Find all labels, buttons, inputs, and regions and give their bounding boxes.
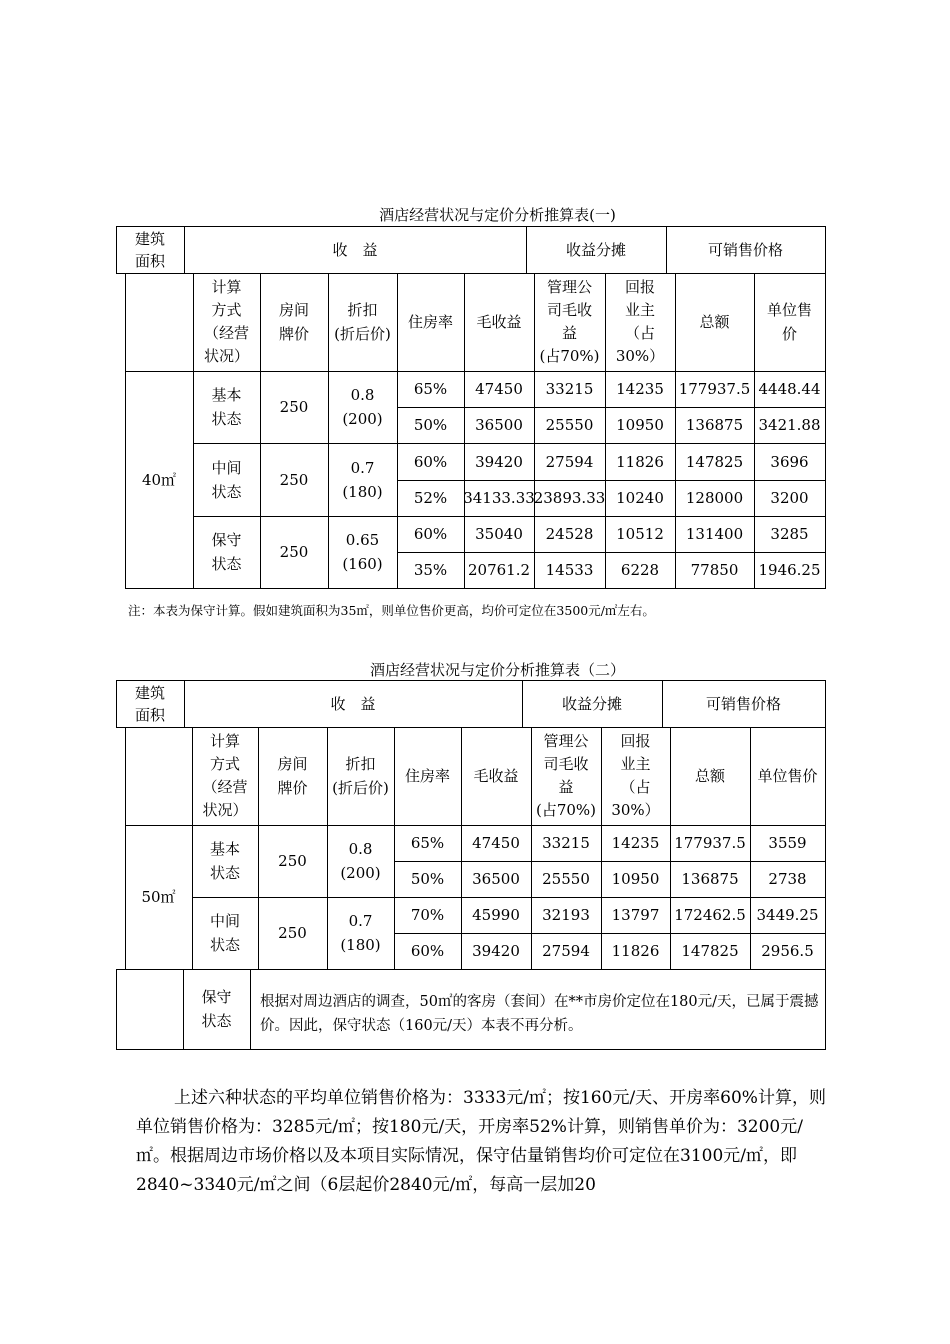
t2-sub-owner: 回报 业主 （占 30%） [611, 732, 660, 819]
table1-title: 酒店经营状况与定价分析推算表(一) [379, 206, 616, 224]
t1-sub-occupancy: 住房率 [407, 313, 453, 331]
t1-area: 40㎡ [141, 470, 177, 489]
table1-note: 注：本表为保守计算。假如建筑面积为35㎡，则单位售价更高，均价可定位在3500元/㎡左右。 [128, 603, 655, 618]
t1-state: 中间 状态 [211, 458, 242, 501]
t2-cell: 2956.5 [761, 942, 814, 960]
t2-sub-discount: 折扣 (折后价) [332, 755, 389, 797]
t1-cell: 14235 [616, 380, 664, 398]
t1-header-area: 建筑 面积 [134, 229, 165, 270]
t2-conservative-state: 保守 状态 [201, 988, 232, 1030]
t1-header-split: 收益分摊 [565, 240, 626, 259]
t1-room-price: 250 [279, 470, 309, 489]
t1-cell: 11826 [616, 452, 664, 471]
t2-cell: 47450 [472, 834, 520, 852]
t1-cell: 136875 [685, 416, 744, 434]
t1-discount: 0.8 (200) [342, 386, 383, 428]
t2-sub-total: 总额 [694, 767, 725, 785]
t2-cell: 33215 [542, 834, 590, 852]
t2-cell: 60% [410, 942, 445, 960]
t2-cell: 147825 [681, 942, 739, 960]
t1-cell: 6228 [620, 561, 660, 579]
t2-header-income: 收 益 [330, 694, 376, 713]
t1-cell: 65% [413, 380, 448, 398]
t2-sub-occupancy: 住房率 [404, 767, 450, 785]
t2-state: 基本 状态 [209, 840, 240, 882]
t1-cell: 52% [413, 489, 448, 507]
t1-sub-gross: 毛收益 [476, 313, 522, 331]
t1-cell: 177937.5 [678, 380, 751, 398]
paragraph-text: 上述六种状态的平均单位销售价格为：3333元/㎡；按160元/天、开房率60%计算，则单位销售价格为：3285元/㎡；按180元/天，开房率52%计算，则销售单价为：3200元/㎡。根据周边市场价格以及本项目实际情况，保守估量销售均价可定位在3100元/㎡，即2840~3340元/㎡之间（6层起价2840元/㎡，每高一层加20 [136, 1088, 826, 1195]
t1-cell: 4448.44 [758, 380, 821, 398]
t1-cell: 35040 [475, 525, 523, 543]
t1-cell: 60% [413, 525, 448, 543]
t2-sub-unit: 单位售价 [757, 767, 818, 785]
t1-cell: 20761.2 [467, 561, 531, 579]
table2-title: 酒店经营状况与定价分析推算表（二） [369, 661, 625, 679]
t2-cell: 27594 [542, 942, 590, 960]
t1-sub-total: 总额 [699, 313, 730, 331]
t1-cell: 39420 [475, 452, 523, 471]
t1-header-income: 收 益 [332, 240, 378, 259]
t2-cell: 13797 [611, 906, 660, 924]
t1-discount: 0.7 (180) [342, 458, 383, 501]
body-paragraph [136, 1084, 826, 1200]
t2-cell: 36500 [472, 870, 520, 888]
t2-conservative-text: 根据对周边酒店的调查，50㎡的客房（套间）在**市房价定位在180元/天，已属于震撼价。因此，保守状态（160元/天）本表不再分析。 [260, 994, 819, 1034]
t2-cell: 172462.5 [674, 906, 746, 924]
t1-cell: 10950 [616, 416, 664, 434]
t2-header-price: 可销售价格 [705, 694, 781, 713]
t1-cell: 14533 [545, 561, 594, 579]
t2-state: 中间 状态 [209, 912, 240, 954]
t1-cell: 47450 [475, 380, 523, 398]
t1-cell: 60% [413, 452, 448, 471]
t2-room-price: 250 [278, 924, 307, 942]
t1-cell: 33215 [545, 380, 594, 398]
t1-cell: 3696 [770, 452, 809, 471]
t1-cell: 27594 [545, 452, 594, 471]
t1-cell: 1946.25 [758, 561, 821, 579]
t2-cell: 45990 [472, 906, 520, 924]
t2-cell: 25550 [542, 870, 590, 888]
t1-cell: 25550 [545, 416, 594, 434]
t2-cell: 2738 [768, 870, 807, 888]
t1-cell: 24528 [545, 525, 594, 543]
t2-discount: 0.7 (180) [340, 912, 381, 954]
t2-cell: 50% [410, 870, 445, 888]
t2-sub-calc: 计算 方式 （经营 状况） [202, 732, 248, 819]
t2-header-area: 建筑 面积 [134, 683, 165, 724]
t2-discount: 0.8 (200) [340, 840, 381, 882]
t2-cell: 65% [410, 834, 445, 852]
t2-cell: 10950 [611, 870, 660, 888]
t1-cell: 147825 [685, 452, 744, 471]
t1-sub-unit: 单位售 价 [766, 301, 812, 343]
t1-state: 保守 状态 [211, 531, 242, 573]
t2-sub-gross: 毛收益 [473, 767, 519, 785]
t2-cell: 11826 [611, 942, 660, 960]
t2-sub-mgmt: 管理公 司毛收 益 (占70%) [535, 732, 597, 819]
t2-cell: 177937.5 [674, 834, 746, 852]
t1-cell: 10512 [616, 525, 664, 543]
t1-cell: 35% [413, 561, 448, 579]
t2-header-split: 收益分摊 [561, 694, 622, 713]
t1-cell: 131400 [685, 525, 744, 543]
t1-header-price: 可销售价格 [707, 240, 783, 259]
t1-state: 基本 状态 [211, 386, 242, 428]
t1-cell: 50% [413, 416, 448, 434]
t2-cell: 136875 [681, 870, 739, 888]
t1-cell: 3421.88 [758, 416, 821, 434]
t1-sub-mgmt: 管理公 司毛收 益 (占70%) [539, 278, 600, 365]
t1-cell: 34133.33 [463, 489, 535, 507]
t1-sub-calc: 计算 方式 （经营 状况） [203, 278, 249, 365]
t1-cell: 23893.33 [533, 489, 606, 507]
t1-sub-owner: 回报 业主 （占 30%） [615, 278, 665, 365]
t1-cell: 36500 [475, 416, 523, 434]
t1-sub-discount: 折扣 (折后价) [334, 301, 391, 343]
t2-area: 50㎡ [141, 888, 176, 906]
t1-room-price: 250 [279, 543, 309, 561]
t1-cell: 77850 [690, 561, 739, 579]
t2-cell: 3559 [768, 834, 807, 852]
t1-room-price: 250 [279, 398, 309, 416]
t2-cell: 32193 [542, 906, 590, 924]
t1-sub-room-price: 房间 牌价 [278, 301, 309, 343]
t2-sub-room-price: 房间 牌价 [277, 755, 308, 797]
t2-room-price: 250 [278, 852, 307, 870]
t1-cell: 3200 [770, 489, 809, 507]
t1-cell: 3285 [770, 525, 809, 543]
t1-cell: 128000 [685, 489, 744, 507]
t1-discount: 0.65 (160) [342, 531, 383, 573]
t2-cell: 70% [410, 906, 445, 924]
t2-cell: 39420 [472, 942, 520, 960]
t1-cell: 10240 [616, 489, 664, 507]
t2-cell: 14235 [611, 834, 660, 852]
t2-cell: 3449.25 [756, 906, 819, 924]
